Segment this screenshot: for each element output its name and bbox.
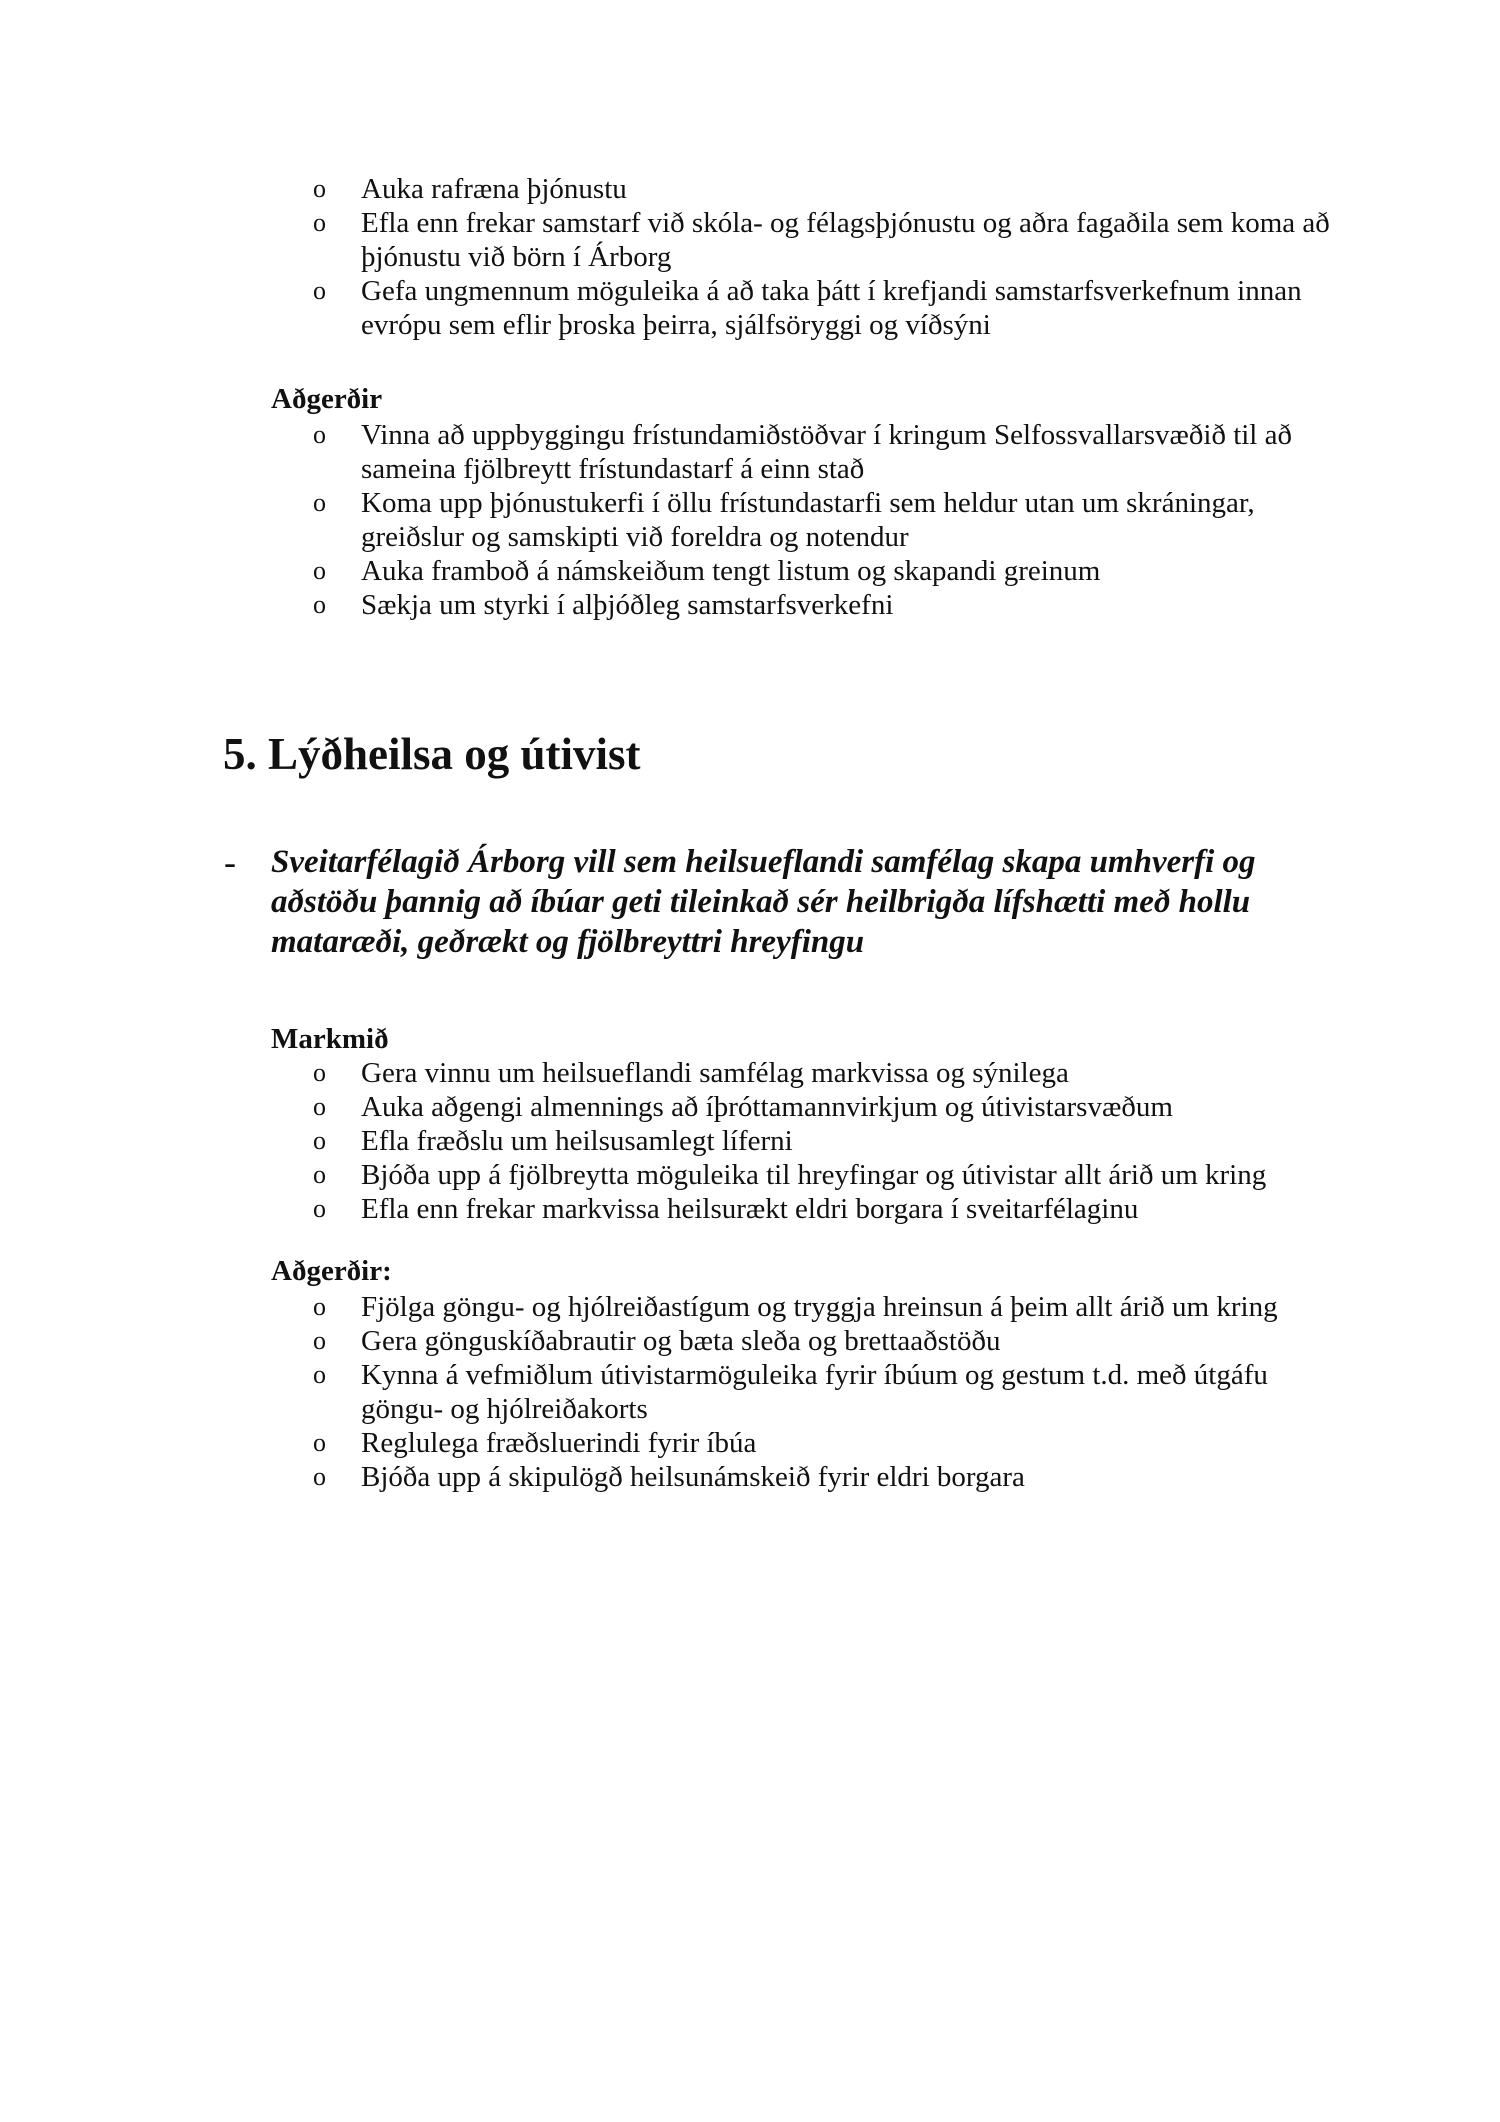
bullet-marker: o xyxy=(313,174,326,203)
bullet-marker: o xyxy=(313,420,326,449)
bullet-marker: o xyxy=(313,1160,326,1189)
actions-heading: Aðgerðir xyxy=(271,383,383,415)
bullet-marker: o xyxy=(313,1092,326,1121)
bullet-marker: o xyxy=(313,276,326,305)
intro-list xyxy=(0,172,1500,342)
list-item: o Gefa ungmennum möguleika á að taka þátt í krefjandi samstarfsverkefnum innan evrópu sem eflir þroska þeirra, sjálfsöryggi og víðsýni xyxy=(313,275,1302,341)
list-item: o Efla fræðslu um heilsusamlegt líferni xyxy=(313,1125,793,1157)
list-item: o Auka framboð á námskeiðum tengt listum og skapandi greinum xyxy=(313,555,1101,587)
bullet-marker: o xyxy=(313,1360,326,1389)
list-item: o Bjóða upp á skipulögð heilsunámskeið fyrir eldri borgara xyxy=(313,1461,1025,1493)
bullet-marker: o xyxy=(313,1126,326,1155)
list-item: o Fjölga göngu- og hjólreiðastígum og tryggja hreinsun á þeim allt árið um kring xyxy=(313,1291,1278,1323)
bullet-marker: o xyxy=(313,1462,326,1491)
bullet-marker: o xyxy=(313,1194,326,1223)
bullet-marker: o xyxy=(313,1058,326,1087)
section-title: 5. Lýðheilsa og útivist xyxy=(223,729,641,779)
actions-list-2 xyxy=(0,1290,1500,1494)
list-item: o Vinna að uppbyggingu frístundamiðstöðvar í kringum Selfossvallarsvæðið til að sameina fjölbreytt frístundastarf á einn stað xyxy=(313,419,1292,485)
bullet-marker: o xyxy=(313,1326,326,1355)
bullet-marker: o xyxy=(313,1292,326,1321)
list-item: o Efla enn frekar samstarf við skóla- og félagsþjónustu og aðra fagaðila sem koma að þjónustu við börn í Árborg xyxy=(313,207,1330,273)
bullet-marker: o xyxy=(313,590,326,619)
bullet-marker: o xyxy=(313,208,326,237)
list-item: o Gera vinnu um heilsueflandi samfélag markvissa og sýnilega xyxy=(313,1057,1069,1089)
objectives-heading: Markmið xyxy=(271,1023,389,1055)
list-item: o Auka rafræna þjónustu xyxy=(313,173,627,205)
bullet-marker: o xyxy=(313,488,326,517)
list-item: o Kynna á vefmiðlum útivistarmöguleika fyrir íbúum og gestum t.d. með útgáfu göngu- og hjólreiðakorts xyxy=(313,1359,1268,1425)
section-goal-statement: Sveitarfélagið Árborg vill sem heilsueflandi samfélag skapa umhverfi og aðstöðu þannig að íbúar geti tileinkað sér heilbrigða lífshætti með hollu mataræði, geðrækt og fjölbreyttri hreyfingu xyxy=(271,844,1256,960)
list-item: o Sækja um styrki í alþjóðleg samstarfsverkefni xyxy=(313,589,894,621)
goal-dash: - xyxy=(224,842,236,882)
bullet-marker: o xyxy=(313,556,326,585)
list-item: o Efla enn frekar markvissa heilsurækt eldri borgara í sveitarfélaginu xyxy=(313,1193,1139,1225)
list-item: o Reglulega fræðsluerindi fyrir íbúa xyxy=(313,1427,757,1459)
list-item: o Auka aðgengi almennings að íþróttamannvirkjum og útivistarsvæðum xyxy=(313,1091,1173,1123)
list-item: o Bjóða upp á fjölbreytta möguleika til hreyfingar og útivistar allt árið um kring xyxy=(313,1159,1267,1191)
list-item: o Koma upp þjónustukerfi í öllu frístundastarfi sem heldur utan um skráningar, greiðslur og samskipti við foreldra og notendur xyxy=(313,487,1255,553)
list-item: o Gera gönguskíðabrautir og bæta sleða og brettaaðstöðu xyxy=(313,1325,1001,1357)
actions-list xyxy=(0,418,1500,622)
actions-heading-2: Aðgerðir: xyxy=(271,1255,392,1287)
bullet-marker: o xyxy=(313,1428,326,1457)
objectives-list xyxy=(0,1056,1500,1226)
